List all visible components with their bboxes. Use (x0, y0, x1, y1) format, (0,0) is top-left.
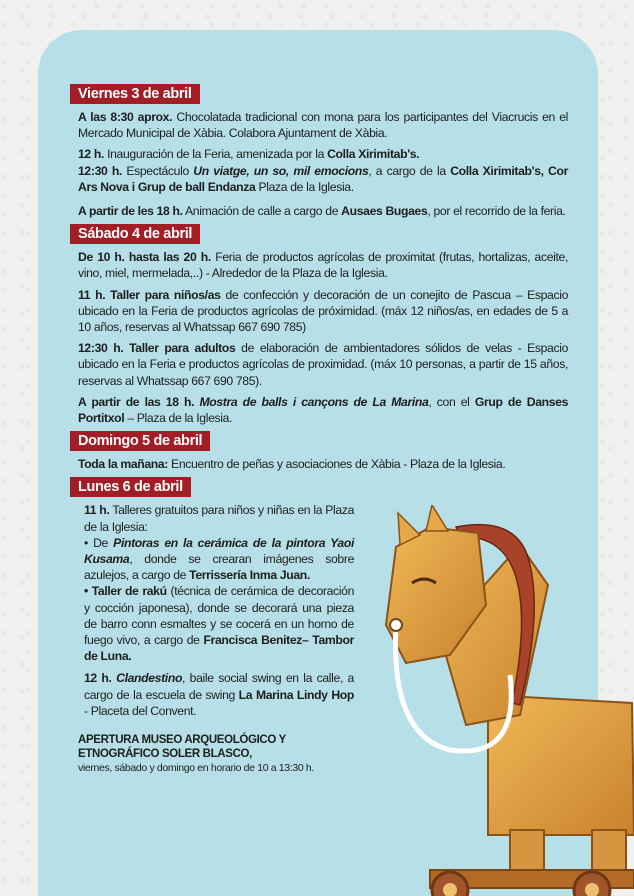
friday-event-4: A partir de les 18 h. Animación de calle a cargo de Ausaes Bugaes, por el recorrido de la feria. (78, 204, 566, 219)
museum-title-line-2: ETNOGRÁFICO SOLER BLASCO, (78, 748, 252, 761)
museum-title-line-1: APERTURA MUSEO ARQUEOLÓGICO Y (78, 734, 286, 747)
sunday-event-1: Toda la mañana: Encuentro de peñas y asociaciones de Xàbia - Plaza de la Iglesia. (78, 457, 506, 472)
museum-note (78, 733, 568, 775)
program-content (78, 84, 568, 775)
friday-event-1: A las 8:30 aprox. Chocolatada tradicional con mona para los participantes del Viacrucis en el Mercado Municipal de Xàbia. Colabora Ajuntament de Xàbia. (78, 110, 569, 141)
friday-event-2-3: 12 h. Inauguración de la Feria, amenizada por la Colla Xirimitab's. 12:30 h. Espectáculo Un viatge, un so, mil emocions, a cargo de la Colla Xirimitab's, Cor Ars Nova i Grup de ball Endanza Plaza de la Iglesia. (78, 147, 568, 194)
saturday-event-2: 11 h. Taller para niños/as de confección y decoración de un conejito de Pascua – Espacio ubicado en la Feria de productos agrícolas de próximidad. (máx 12 niños/as, en edades de 5 a 10 años, reservas al Whatssap 667 690 785) (78, 287, 568, 335)
monday-events (78, 502, 354, 719)
day-header-sunday: Domingo 5 de abril (70, 431, 210, 451)
day-header-saturday: Sábado 4 de abril (70, 224, 200, 244)
monday-event-1: 11 h. Talleres gratuitos para niños y niñas en la Plaza de la Iglesia: • De Pintoras en la cerámica de la pintora Yaoi Kusama, donde se crearan imágenes sobre azulejos, a cargo de Terrissería Inma Juan. • Taller de rakú (técnica de cerámica de decoración y cocción japonesa), donde se decorará una pieza de barro conn esmaltes y se cocerá en un horno de fuego vivo, a cargo de Francisca Benitez– Tambor de Luna. (84, 503, 355, 664)
day-header-monday: Lunes 6 de abril (70, 477, 191, 497)
museum-hours: viernes, sábado y domingo en horario de 10 a 13:30 h. (78, 762, 314, 775)
monday-event-4: 12 h. Clandestino, baile social swing en la calle, a cargo de la escuela de swing La Marina Lindy Hop - Placeta del Convent. (84, 671, 354, 718)
saturday-event-4: A partir de las 18 h. Mostra de balls i cançons de La Marina, con el Grup de Danses Portitxol – Plaza de la Iglesia. (78, 394, 568, 426)
day-header-friday: Viernes 3 de abril (70, 84, 200, 104)
saturday-event-3: 12:30 h. Taller para adultos de elaboración de ambientadores sólidos de velas - Espacio ubicado en la Feria e productos agrícolas de proximidad. (máx 10 personas, a partir de 15 años, reservas al Whatssap 667 690 785). (78, 341, 569, 388)
saturday-event-1: De 10 h. hasta las 20 h. Feria de productos agrícolas de proximitat (frutas, hortalizas, aceite, vino, miel, mermelada,..) - Alrededor de la Plaza de la Iglesia. (78, 250, 568, 281)
